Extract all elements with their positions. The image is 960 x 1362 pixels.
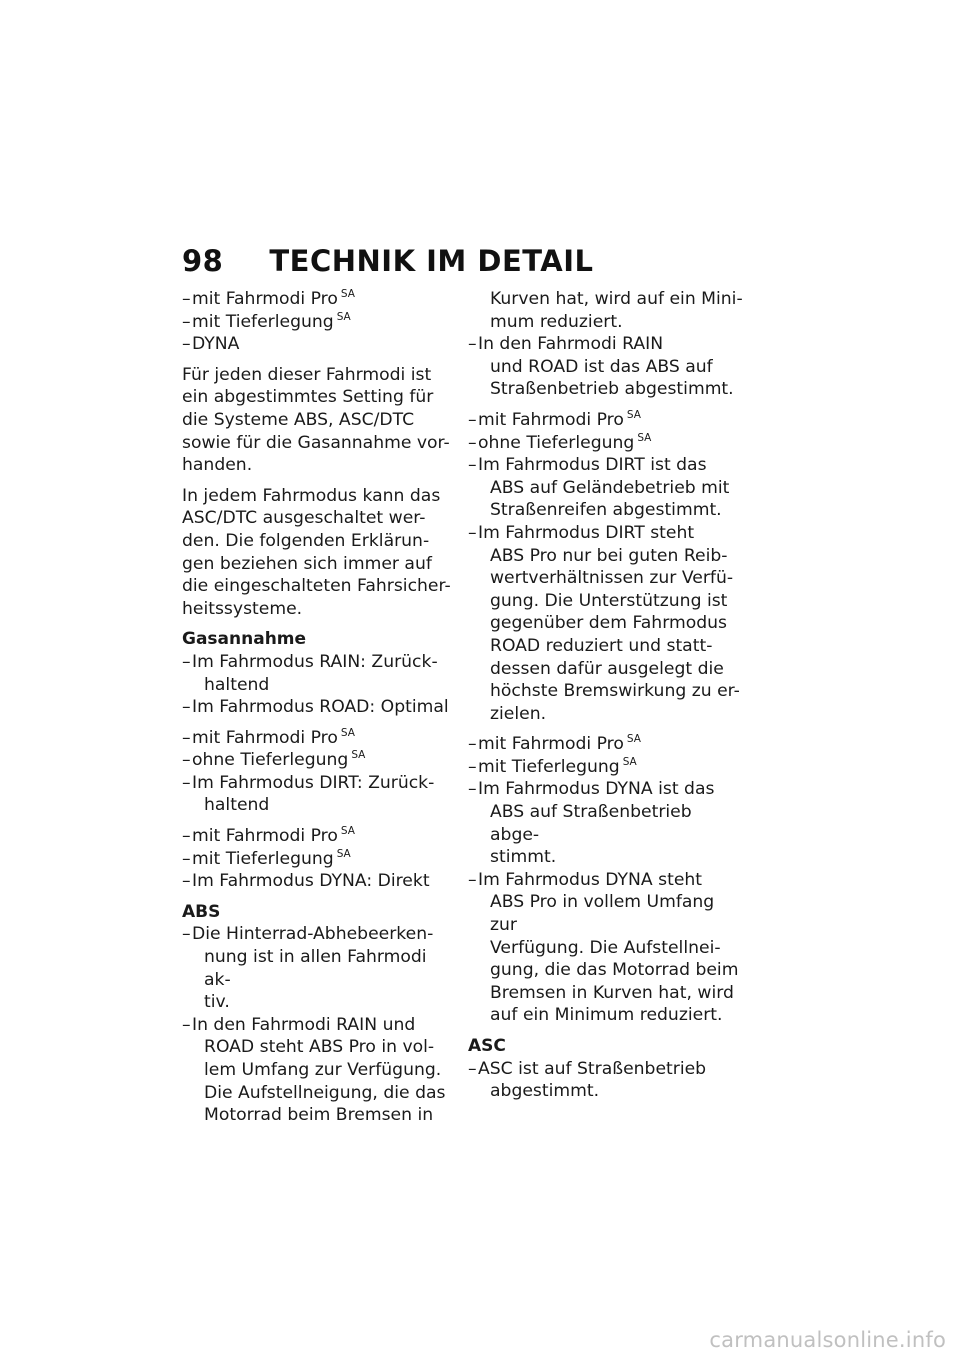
superscript-sa: SA	[336, 847, 351, 860]
list-item: – Die Hinterrad-Abhebeerken-	[182, 924, 434, 945]
superscript-sa: SA	[340, 726, 355, 739]
list-item: – mit Tieferlegung $^{SA}$	[468, 755, 637, 777]
list-item: – ohne Tieferlegung $^{SA}$	[468, 431, 652, 453]
condition-list	[182, 825, 454, 893]
list-item: – Im Fahrmodus DIRT: Zurück-	[182, 772, 435, 793]
superscript-sa: SA	[622, 755, 637, 768]
superscript-sa: SA	[340, 288, 355, 300]
list-item: – mit Fahrmodi Pro $^{SA}$	[468, 733, 641, 755]
list-item: – Im Fahrmodus DIRT ist das	[468, 455, 707, 476]
list-item: – mit Fahrmodi Pro $^{SA}$	[182, 825, 355, 847]
list-item: – In den Fahrmodi RAIN	[468, 334, 664, 355]
page-number: 98	[182, 244, 224, 278]
superscript-sa: SA	[336, 310, 351, 323]
condition-list: – mit Fahrmodi Pro $^{SA}$ – mit Tieferlegung $^{SA}$ – Im Fahrmodus DYNA ist das ABS auf Straßenbetrieb abge- stimmt. – Im Fahrmodus DYNA steht ABS Pro in vollem Umfang zur Verfügung. Die Aufstellnei- gung, die das Motorrad beim Bremsen in Kurven hat, wird auf ein Minimum reduziert.	[468, 733, 746, 1027]
section-heading-gasannahme: Gasannahme	[182, 629, 307, 650]
superscript-sa: SA	[351, 749, 366, 762]
list-item: – DYNA	[182, 334, 240, 355]
paragraph: In jedem Fahrmodus kann das ASC/DTC ausgeschaltet wer- den. Die folgenden Erklärun- gen beziehen sich immer auf die eingeschalteten Fahrsicher- heitssysteme.	[182, 485, 451, 619]
section-heading-asc: ASC	[468, 1036, 506, 1056]
list-item: – mit Tieferlegung $^{SA}$	[182, 310, 351, 332]
list-item: – Im Fahrmodus DYNA steht	[468, 869, 703, 890]
list-item: – Im Fahrmodus DYNA: Direkt	[182, 871, 430, 892]
watermark: carmanualsonline.info	[709, 1328, 946, 1352]
superscript-sa: SA	[340, 825, 355, 838]
list-item: – mit Fahrmodi Pro $^{SA}$	[182, 288, 355, 309]
paragraph: Für jeden dieser Fahrmodi ist ein abgestimmtes Setting für die Systeme ABS, ASC/DTC sowie für die Gasannahme vor- handen.	[182, 364, 450, 476]
right-column	[468, 288, 746, 1111]
list-item: – mit Fahrmodi Pro $^{SA}$	[182, 726, 355, 748]
list-item: – Im Fahrmodus DYNA ist das	[468, 779, 715, 800]
section-heading-abs: ABS	[182, 901, 221, 922]
page-header	[182, 244, 594, 280]
condition-list	[182, 288, 454, 356]
superscript-sa: SA	[637, 431, 652, 444]
abs-list-continued: Kurven hat, wird auf ein Mini- mum reduziert. – In den Fahrmodi RAIN und ROAD ist das ABS auf Straßenbetrieb abgestimmt.	[468, 288, 746, 401]
list-item: – Im Fahrmodus DIRT steht	[468, 522, 695, 543]
condition-list: – mit Fahrmodi Pro $^{SA}$ – ohne Tieferlegung $^{SA}$ – Im Fahrmodus DIRT: Zurück- haltend	[182, 727, 454, 817]
left-column	[182, 288, 454, 1135]
abs-list: – Die Hinterrad-Abhebeerken- nung ist in allen Fahrmodi ak- tiv. – In den Fahrmodi RAIN und ROAD steht ABS Pro in vol- lem Umfang zur Verfügung. Die Aufstellneigung, die das Motorrad beim Bremsen in	[182, 923, 454, 1126]
list-item: – mit Fahrmodi Pro $^{SA}$	[468, 408, 641, 430]
condition-list: – mit Fahrmodi Pro $^{SA}$ – ohne Tieferlegung $^{SA}$ – Im Fahrmodus DIRT ist das ABS auf Geländebetrieb mit Straßenreifen abgestimmt. – Im Fahrmodus DIRT steht ABS Pro nur bei guten Reib- wertverhältnissen zur Verfü- gung. Die Unterstützung ist gegenüber dem Fahrmodus ROAD reduziert und statt- dessen dafür ausgelegt die höchste Bremswirkung zu er- zielen.	[468, 409, 746, 725]
superscript-sa: SA	[626, 733, 641, 746]
list-item: – Im Fahrmodus RAIN: Zurück-	[182, 651, 438, 672]
superscript-sa: SA	[626, 408, 641, 421]
list-item: – ASC ist auf Straßenbetrieb	[468, 1058, 707, 1079]
list-item: – Im Fahrmodus ROAD: Optimal	[182, 697, 449, 718]
asc-list: – ASC ist auf Straßenbetrieb abgestimmt.	[468, 1058, 746, 1103]
gas-list: – Im Fahrmodus RAIN: Zurück- haltend – Im Fahrmodus ROAD: Optimal	[182, 651, 454, 719]
list-item: – ohne Tieferlegung $^{SA}$	[182, 749, 366, 771]
page-title: TECHNIK IM DETAIL	[269, 244, 594, 278]
list-item: – In den Fahrmodi RAIN und	[182, 1014, 416, 1035]
list-item: – mit Tieferlegung $^{SA}$	[182, 847, 351, 869]
